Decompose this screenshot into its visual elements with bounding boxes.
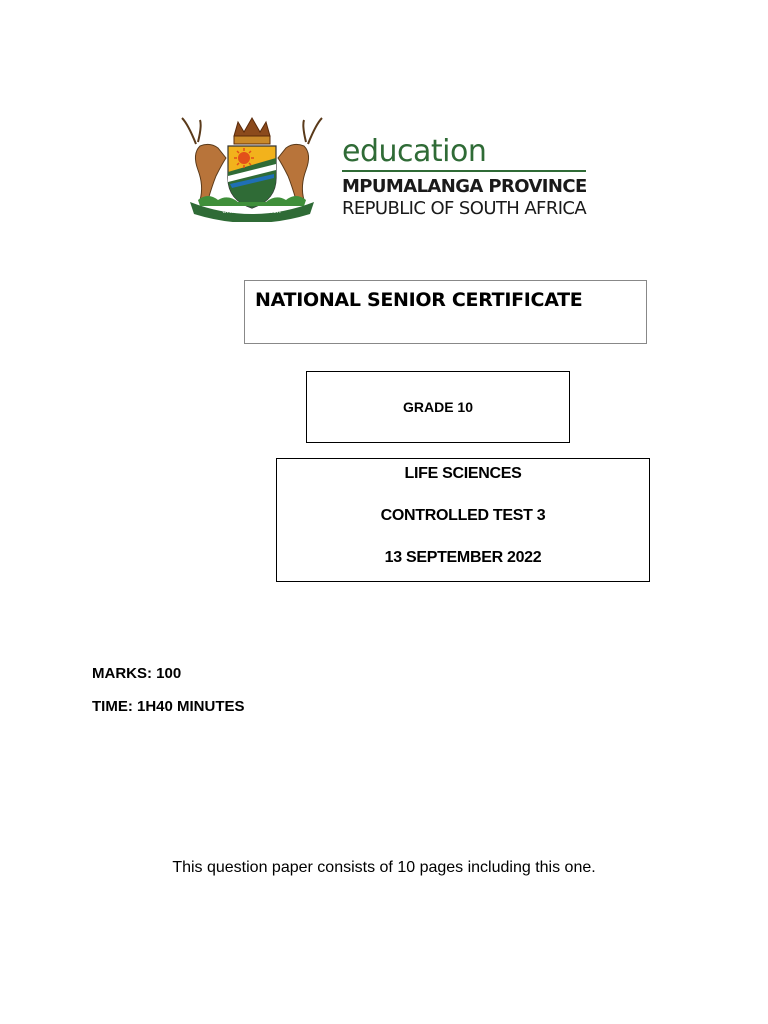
test-date: 13 SEPTEMBER 2022 — [384, 549, 542, 566]
certificate-title-box — [244, 280, 647, 344]
brand-divider — [342, 170, 586, 172]
marks-text: MARKS: 100 — [92, 665, 182, 682]
test-name: CONTROLLED TEST 3 — [380, 507, 546, 524]
brand-block — [342, 136, 587, 220]
coat-of-arms-logo — [178, 114, 326, 222]
grade-box — [306, 371, 570, 443]
brand-education-text: education — [342, 134, 487, 169]
grade-label: GRADE 10 — [402, 399, 474, 415]
brand-country-text: REPUBLIC OF SOUTH AFRICA — [342, 198, 587, 219]
subject-box — [276, 458, 650, 582]
page-count-note: This question paper consists of 10 pages including this one. — [172, 859, 596, 876]
crest-motto-text: OMNIA LABOR VINCIT — [222, 209, 282, 215]
brand-province-text: MPUMALANGA PROVINCE — [342, 176, 587, 197]
subject-name: LIFE SCIENCES — [404, 465, 522, 482]
coat-of-arms-icon — [178, 114, 326, 222]
certificate-title: NATIONAL SENIOR CERTIFICATE — [255, 289, 583, 311]
time-text: TIME: 1H40 MINUTES — [92, 698, 245, 715]
